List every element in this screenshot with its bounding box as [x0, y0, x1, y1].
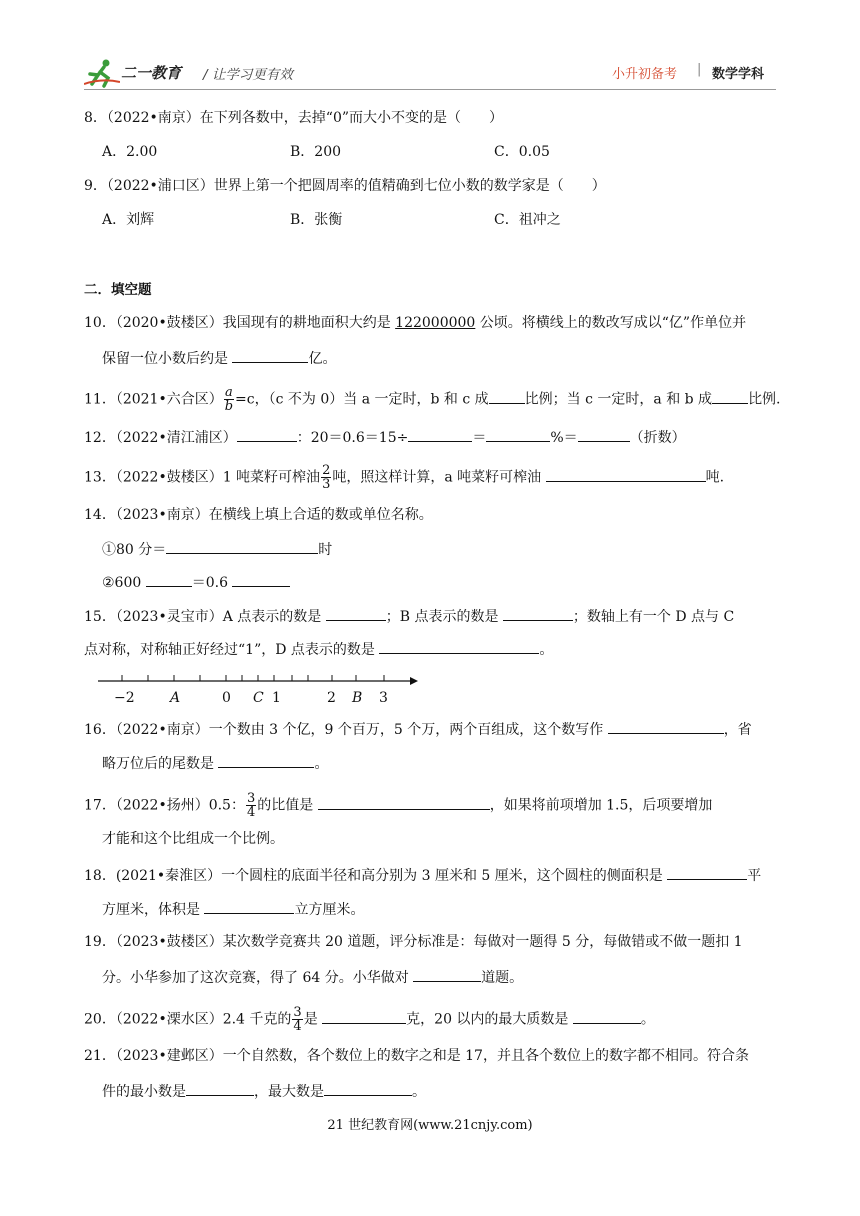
q14-stem: 14．（2023•南京）在横线上填上合适的数或单位名称。: [84, 507, 433, 523]
q16-line2: [102, 752, 328, 774]
q17-text-c: ，如果将前项增加 1.5，后项要增加: [489, 797, 713, 814]
q14-sub1-text: ①80 分＝: [102, 542, 167, 558]
q13-text-c: 吨.: [705, 469, 725, 486]
q18-text-b: 平: [747, 868, 762, 884]
q14-sub1: [102, 538, 332, 560]
q9-stem: 9．（2022•浦口区）世界上第一个把圆周率的值精确到七位小数的数学家是（ ）: [84, 178, 606, 194]
q10-line2: [102, 347, 336, 369]
q14-sub2-text-b: ＝0.6: [191, 575, 233, 591]
axis-label: 3: [379, 690, 388, 706]
axis-arrow-icon: [410, 677, 418, 685]
answer-blank[interactable]: [608, 718, 724, 734]
answer-blank[interactable]: [379, 638, 539, 654]
q15-text-a: 15．（2023•灵宝市）A 点表示的数是: [84, 609, 326, 625]
q8-stem: 8．（2022•南京）在下列各数中，去掉“0”而大小不变的是（ ）: [84, 110, 504, 126]
q14-sub2: [102, 571, 290, 593]
q15-text-c: ；数轴上有一个 D 点与 C: [572, 609, 735, 625]
answer-blank[interactable]: [166, 538, 318, 554]
q21-text-b: 件的最小数是: [102, 1084, 186, 1100]
answer-blank[interactable]: [489, 388, 525, 404]
q18-text-c: 方厘米，体积是: [102, 902, 205, 918]
q16-text-d: 。: [314, 756, 329, 772]
answer-blank[interactable]: [667, 864, 747, 880]
answer-blank[interactable]: [503, 605, 573, 621]
q21-line2: [102, 1080, 426, 1102]
q19-text-b: 分。小华参加了这次竞赛，得了 64 分。小华做对: [102, 970, 414, 986]
answer-blank[interactable]: [232, 347, 308, 363]
q12-line: [84, 426, 686, 448]
q9-option-b: B．张衡: [290, 212, 343, 228]
q10-text-c: 保留一位小数后约是: [102, 351, 233, 367]
q21-line1: 21．（2023•建邺区）一个自然数，各个数位上的数字之和是 17，并且各个数位上的数字都不相同。符合条: [84, 1048, 749, 1064]
q19-line2: [102, 966, 523, 988]
answer-blank[interactable]: [232, 571, 290, 587]
axis-label: A: [170, 690, 181, 706]
q13-numerator: 2: [322, 463, 331, 478]
axis-label: 2: [327, 690, 336, 706]
q16-line1: [84, 718, 752, 740]
q11-numerator: a: [224, 385, 233, 400]
q16-text-c: 略万位后的尾数是: [102, 756, 219, 772]
answer-blank[interactable]: [408, 426, 472, 442]
q15-text-b: ；B 点表示的数是: [385, 609, 503, 625]
q14-sub1-unit: 时: [318, 542, 333, 558]
q20-fraction: [292, 1006, 302, 1033]
q10-number: 122000000: [395, 315, 476, 331]
q11-text-c: 比例；当 c 一定时，a 和 b 成: [524, 391, 713, 408]
header-separator: |: [697, 62, 702, 77]
q14-sub2-text: ②600: [102, 575, 146, 591]
q20-text-b: 是: [303, 1011, 323, 1028]
header-tag: 小升初备考: [612, 67, 678, 82]
q13-fraction: [321, 464, 331, 491]
question-content: [84, 0, 784, 1216]
q13-text-a: 13．（2022•鼓楼区）1 吨菜籽可榨油: [84, 469, 321, 486]
section-title: 二．填空题: [84, 282, 152, 298]
axis-label: 0: [222, 690, 231, 706]
q21-text-c: ，最大数是: [254, 1084, 324, 1100]
answer-blank[interactable]: [146, 571, 192, 587]
q15-line1: [84, 605, 734, 627]
q10-text-a: 10．（2020•鼓楼区）我国现有的耕地面积大约是: [84, 315, 396, 331]
axis-label: −2: [114, 690, 135, 706]
answer-blank[interactable]: [324, 1080, 412, 1096]
q15-line2: [84, 638, 553, 660]
answer-blank[interactable]: [237, 426, 297, 442]
q12-text-e: （折数）: [629, 430, 686, 446]
answer-blank[interactable]: [413, 966, 481, 982]
q16-text-b: ，省: [723, 722, 752, 738]
q11-text-d: 比例.: [748, 391, 781, 408]
q18-text-d: 立方厘米。: [294, 902, 365, 918]
q20-text-c: 克，20 以内的最大质数是: [406, 1011, 573, 1028]
axis-label: C: [253, 690, 264, 706]
q17-line2: 才能和这个比组成一个比例。: [102, 831, 284, 847]
answer-blank[interactable]: [218, 752, 314, 768]
q20-denominator: 4: [293, 1019, 302, 1034]
q17-fraction: [246, 792, 256, 819]
q17-numerator: 3: [246, 791, 256, 806]
q18-line1: [84, 864, 761, 886]
q15-text-e: 。: [539, 642, 554, 658]
q10-line1: [84, 313, 746, 333]
answer-blank[interactable]: [578, 426, 630, 442]
q13-denominator: 3: [322, 477, 331, 492]
q16-text-a: 16．（2022•南京）一个数由 3 个亿，9 个百万，5 个万，两个百组成，这个数写作: [84, 722, 608, 738]
q12-text-d: %＝: [550, 430, 578, 446]
q8-option-a: A．2.00: [102, 144, 158, 160]
q9-option-c: C．祖冲之: [494, 212, 561, 228]
q18-line2: [102, 898, 364, 920]
q20-text-d: 。: [640, 1011, 655, 1028]
q11-text-b: =c，（c 不为 0）当 a 一定时，b 和 c 成: [235, 391, 489, 408]
answer-blank[interactable]: [186, 1080, 254, 1096]
page-footer: 21 世纪教育网(www.21cnjy.com): [327, 1118, 533, 1133]
q9-option-a: A．刘辉: [102, 212, 155, 228]
q20-text-a: 20．（2022•溧水区）2.4 千克的: [84, 1011, 292, 1028]
answer-blank[interactable]: [204, 898, 294, 914]
answer-blank[interactable]: [486, 426, 550, 442]
q11-line: [84, 386, 781, 413]
slogan: / 让学习更有效: [203, 67, 293, 83]
q10-text-b: 公顷。将横线上的数改写成以“亿”作单位并: [475, 315, 747, 331]
q19-line1: 19．（2023•鼓楼区）某次数学竞赛共 20 道题，评分标准是：每做对一题得 5 分，每做错或不做一题扣 1: [84, 934, 743, 950]
q19-text-c: 道题。: [481, 970, 524, 986]
answer-blank[interactable]: [712, 388, 748, 404]
header-subject: 数学学科: [712, 67, 765, 82]
q10-text-d: 亿。: [308, 351, 337, 367]
q8-option-b: B．200: [290, 144, 342, 160]
logo-text: 二一教育: [121, 64, 182, 82]
q17-text-a: 17．（2022•扬州）0.5：: [84, 797, 245, 814]
q18-text-a: 18．(2021•秦淮区）一个圆柱的底面半径和高分别为 3 厘米和 5 厘米，这个圆柱的侧面积是: [84, 868, 668, 884]
q20-numerator: 3: [293, 1005, 302, 1020]
q15-text-d: 点对称，对称轴正好经过“1”，D 点表示的数是: [84, 642, 380, 658]
q13-line: [84, 464, 724, 491]
answer-blank[interactable]: [546, 466, 706, 482]
axis-label: B: [352, 690, 363, 706]
q12-text-b: ：20＝0.6＝15÷: [296, 430, 409, 446]
q17-denominator: 4: [246, 805, 256, 820]
number-line: [94, 670, 424, 710]
q11-denominator: b: [224, 399, 234, 414]
answer-blank[interactable]: [326, 605, 386, 621]
answer-blank[interactable]: [573, 1008, 641, 1024]
answer-blank[interactable]: [322, 1008, 406, 1024]
q11-text-a: 11．（2021•六合区）: [84, 391, 223, 408]
q20-line: [84, 1006, 655, 1033]
q13-text-b: 吨，照这样计算，a 吨菜籽可榨油: [332, 469, 546, 486]
q8-option-c: C．0.05: [494, 144, 550, 160]
q21-text-d: 。: [412, 1084, 426, 1100]
q12-text-c: ＝: [472, 430, 487, 446]
q12-text-a: 12．（2022•清江浦区）: [84, 430, 237, 446]
q17-text-b: 的比值是: [257, 797, 318, 814]
axis-label: 1: [272, 690, 281, 706]
q11-fraction: [224, 386, 234, 413]
q17-line1: [84, 792, 712, 819]
answer-blank[interactable]: [318, 794, 490, 810]
